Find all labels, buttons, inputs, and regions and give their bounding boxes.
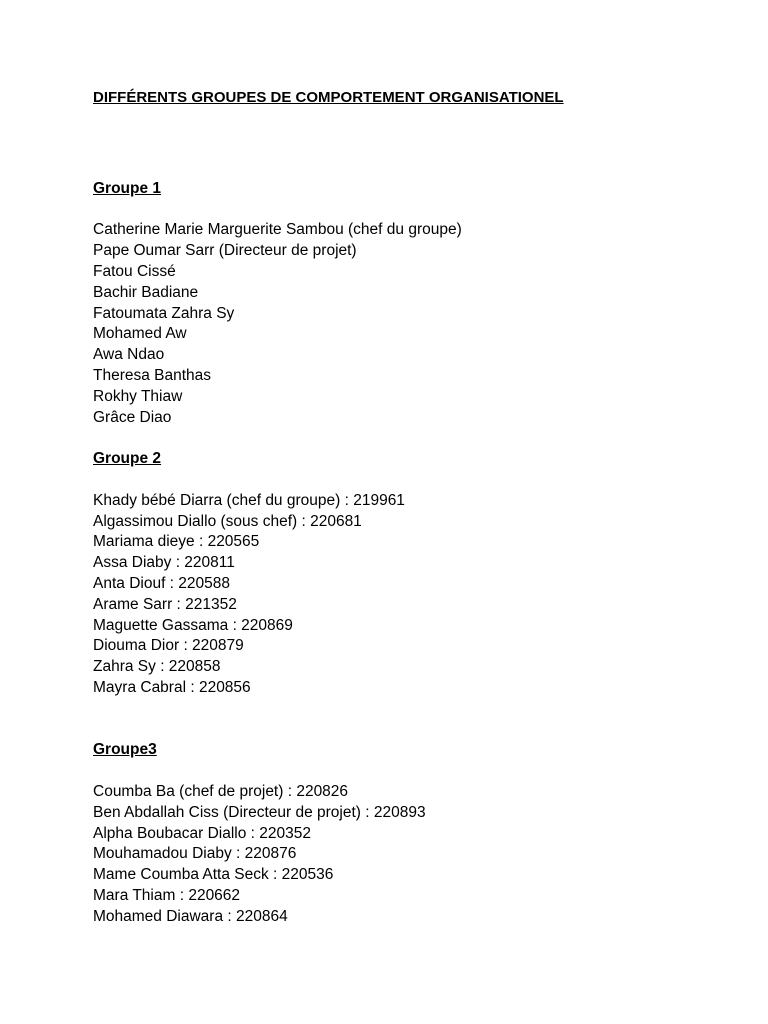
- list-item: Mouhamadou Diaby : 220876: [93, 845, 297, 863]
- group-3-member-list: [93, 782, 713, 928]
- list-item: Ben Abdallah Ciss (Directeur de projet) : 220893: [93, 803, 426, 821]
- group-2-member-list: [93, 491, 713, 699]
- list-item: Rokhy Thiaw: [93, 387, 183, 405]
- group-1-member-list: [93, 220, 713, 428]
- document-title: DIFFÉRENTS GROUPES DE COMPORTEMENT ORGANISATIONEL: [93, 89, 564, 106]
- group-3-heading: Groupe3: [93, 741, 157, 759]
- group-3-section: [93, 740, 713, 927]
- spacer: [93, 109, 713, 179]
- list-item: Zahra Sy : 220858: [93, 658, 221, 676]
- list-item: Mohamed Diawara : 220864: [93, 907, 288, 925]
- group-1-section: [93, 179, 713, 429]
- group-2-heading: Groupe 2: [93, 450, 162, 468]
- list-item: Diouma Dior : 220879: [93, 637, 244, 655]
- list-item: Mariama dieye : 220565: [93, 533, 260, 551]
- list-item: Algassimou Diallo (sous chef) : 220681: [93, 512, 362, 530]
- list-item: Theresa Banthas: [93, 366, 212, 384]
- list-item: Assa Diaby : 220811: [93, 554, 235, 572]
- spacer: [93, 200, 713, 221]
- spacer: [93, 428, 713, 449]
- list-item: Fatoumata Zahra Sy: [93, 304, 235, 322]
- list-item: Coumba Ba (chef de projet) : 220826: [93, 782, 349, 800]
- list-item: Mohamed Aw: [93, 325, 187, 343]
- list-item: Pape Oumar Sarr (Directeur de projet): [93, 242, 357, 260]
- list-item: Fatou Cissé: [93, 262, 176, 280]
- list-item: Khady bébé Diarra (chef du groupe) : 219961: [93, 491, 405, 509]
- list-item: Maguette Gassama : 220869: [93, 616, 293, 634]
- group-2-section: [93, 449, 713, 699]
- list-item: Bachir Badiane: [93, 283, 199, 301]
- spacer: [93, 699, 713, 741]
- list-item: Alpha Boubacar Diallo : 220352: [93, 824, 312, 842]
- list-item: Mame Coumba Atta Seck : 220536: [93, 866, 334, 884]
- spacer: [93, 761, 713, 782]
- list-item: Arame Sarr : 221352: [93, 595, 237, 613]
- list-item: Grâce Diao: [93, 408, 172, 426]
- list-item: Anta Diouf : 220588: [93, 574, 231, 592]
- list-item: Catherine Marie Marguerite Sambou (chef du groupe): [93, 221, 462, 239]
- list-item: Awa Ndao: [93, 346, 165, 364]
- document-body: [93, 88, 713, 927]
- spacer: [93, 470, 713, 491]
- list-item: Mara Thiam : 220662: [93, 886, 241, 904]
- list-item: Mayra Cabral : 220856: [93, 678, 251, 696]
- group-1-heading: Groupe 1: [93, 179, 162, 197]
